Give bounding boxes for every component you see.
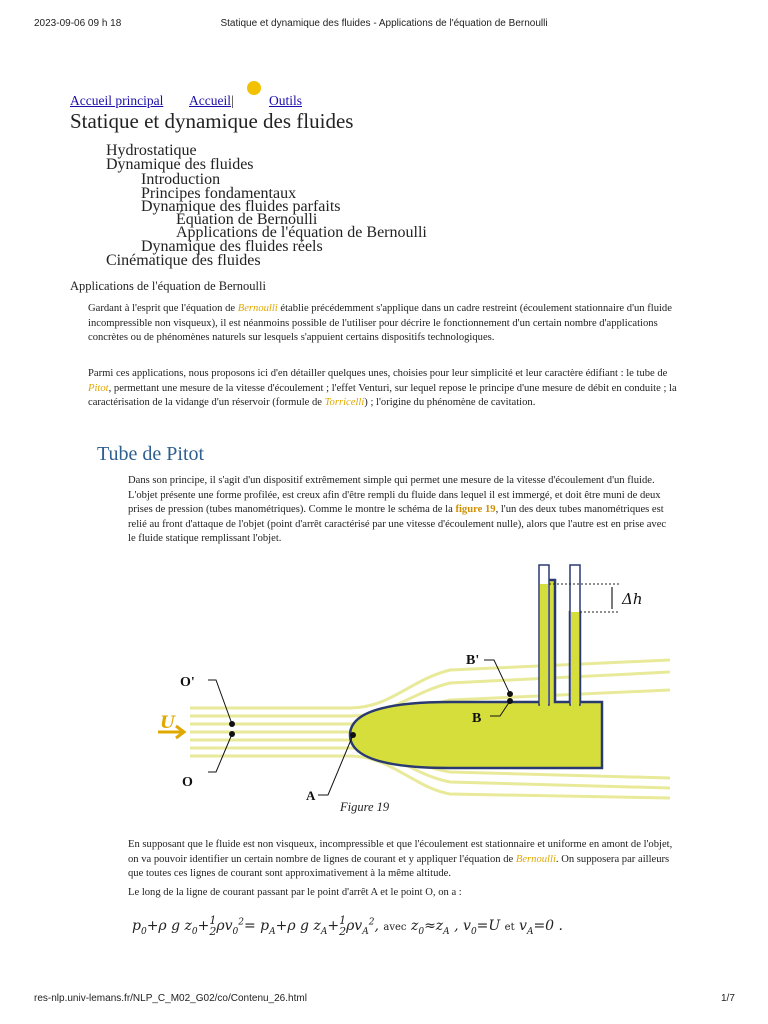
intro-paragraph-2: Parmi ces applications, nous proposons ici d'en détailler quelques unes, choisies pour leur simplicité et leur caractère édifiant : le tube de Pitot, permettant une mesure de la vitesse d'écoulement ; l'effet Venturi, sur lequel repose le principe d'une mesure de débit en conduite ; la caractérisation de la vidange d'un réservoir (formule de Torricelli) ; l'origine du phénomène de cavitation. [88, 368, 677, 409]
toc-item-equation-bernoulli[interactable]: Équation de Bernoulli [176, 211, 318, 228]
bernoulli-formula: $p_0+\rho$ g $z_0+1$ $2\rho v_0^2= p_A+\rho$ g $z_A+1$ $2\rho v_A^2$, avec $z_0\approx z_A$ , $v_0=U$ et $v_A=0$ . [132, 914, 563, 938]
toc-item-fluides-parfaits[interactable]: Dynamique des fluides parfaits [141, 198, 341, 215]
torricelli-name: Torricelli [324, 397, 365, 409]
nav-home-main-link[interactable]: Accueil principal [70, 93, 164, 108]
section-heading-tube-de-pitot: Tube de Pitot [97, 443, 205, 465]
bernoulli-name: Bernoulli [237, 303, 278, 314]
toc-item-fluides-reels[interactable]: Dynamique des fluides réels [141, 238, 323, 255]
toc-item-principes[interactable]: Principes fondamentaux [141, 185, 297, 202]
label-o: O [182, 775, 193, 790]
figure-19-link[interactable]: figure 19 [455, 504, 496, 516]
nav-home-link[interactable]: Accueil [189, 93, 231, 108]
pitot-name: Pitot [88, 382, 109, 394]
manometer-tube-back-fluid [571, 612, 579, 712]
pitot-tube-figure [150, 560, 670, 800]
print-page-number: 1/7 [721, 993, 735, 1004]
toc-item-dynamique[interactable]: Dynamique des fluides [106, 156, 254, 173]
pitot-paragraph-3: Le long de la ligne de courant passant par le point d'arrêt A et le point O, on a : [128, 887, 462, 898]
toc-item-applications-current[interactable]: Applications de l'équation de Bernoulli [176, 224, 427, 241]
label-b-prime: B' [466, 653, 480, 668]
label-a: A [306, 788, 316, 800]
label-b: B [472, 711, 482, 726]
dh-label: Δh [622, 590, 643, 608]
pitot-description: Dans son principe, il s'agit d'un dispositif extrêmement simple qui permet une mesure de la vitesse d'écoulement d'un fluide. L'objet présente une forme profilée, est creux afin d'être rempli du fluide dans lequel il est immergé, et doit être muni de deux prises de pression (tubes manométriques). Comme le montre le schéma de la figure 19, l'un des deux tubes manométriques est relié au front d'attaque de l'objet (point d'arrêt caractérisé par une vitesse d'écoulement nulle), alors que l'autre est en prise avec le fluide statique remplissant l'objet. [128, 475, 667, 545]
print-url: res-nlp.univ-lemans.fr/NLP_C_M02_G02/co/Contenu_26.html [34, 993, 307, 1004]
leader-b-prime [484, 660, 510, 694]
intro-paragraph-1: Gardant à l'esprit que l'équation de Bernoulli établie précédemment s'applique dans un cadre restreint (écoulement stationnaire d'un fluide incompressible non visqueux), il est néanmoins possible de l'utiliser pour décrire le fonctionnement d'un certain nombre d'applications concrètes ou de phénomènes naturels sur lesquels s'appuient certains dispositifs technologiques. [88, 303, 672, 344]
print-page-title: Statique et dynamique des fluides - Applications de l'équation de Bernoulli [220, 18, 548, 29]
nav-tools-link[interactable]: Outils [269, 93, 303, 108]
pitot-body [350, 580, 602, 768]
velocity-u-label: U [160, 713, 175, 733]
figure-caption: Figure 19 [340, 800, 390, 814]
pitot-paragraph-2: En supposant que le fluide est non visqueux, incompressible et que l'écoulement est stationnaire et uniforme en amont de l'objet, on va pouvoir identifier un certain nombre de lignes de courant et y appliquer l'équation de Bernoulli. On supposera par ailleurs que toutes ces lignes de courant sont approximativement à la même altitude. [128, 839, 673, 880]
leader-a [318, 735, 353, 795]
tools-dot-icon [247, 81, 261, 95]
bernoulli-name-2: Bernoulli [515, 853, 556, 865]
manometer-tube-front-fluid [540, 584, 548, 714]
toc-item-introduction[interactable]: Introduction [141, 171, 221, 188]
page-title: Statique et dynamique des fluides [70, 109, 354, 133]
toc-item-hydrostatique[interactable]: Hydrostatique [106, 142, 197, 159]
print-timestamp: 2023-09-06 09 h 18 [34, 18, 122, 29]
nav-separator: | [231, 93, 234, 108]
section-title: Applications de l'équation de Bernoulli [70, 279, 266, 293]
label-o-prime: O' [180, 675, 195, 690]
toc-item-cinematique[interactable]: Cinématique des fluides [106, 252, 261, 269]
